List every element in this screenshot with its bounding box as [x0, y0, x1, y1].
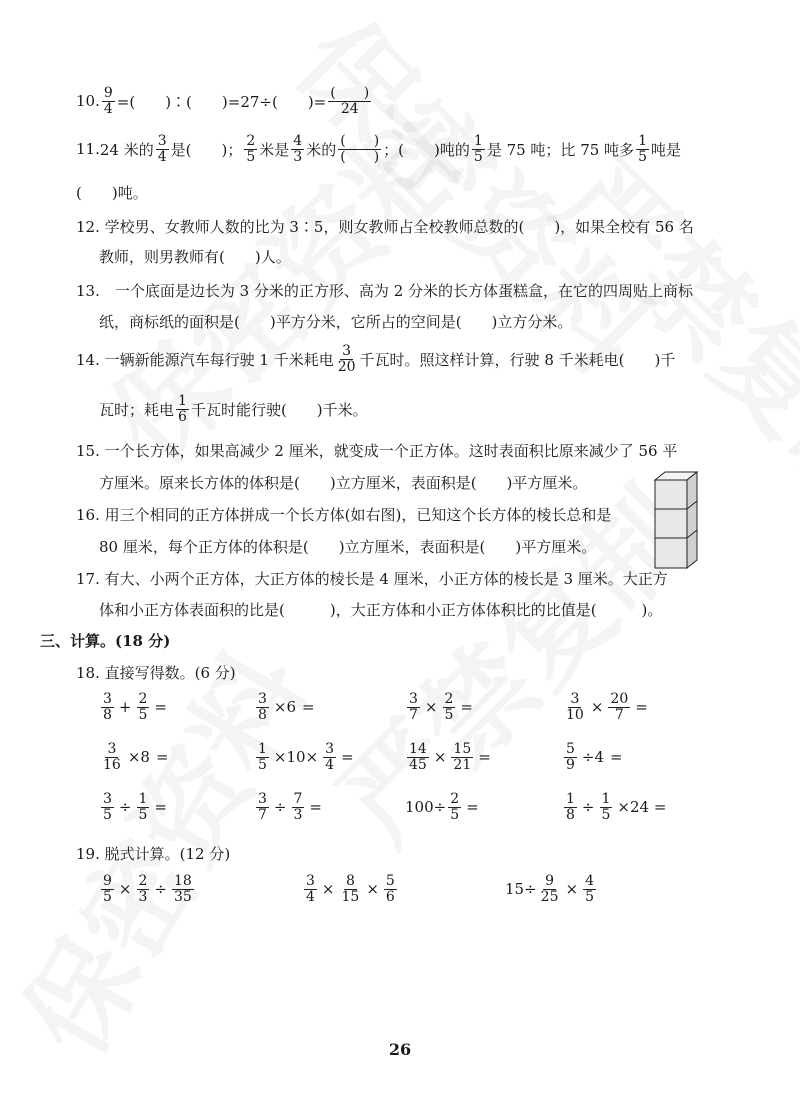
mental-math-item: $\frac{3}{5}$ ÷ $\frac{1}{5}$ = — [103, 791, 167, 823]
expression-3: 15÷ $\frac{9}{25}$ × $\frac{4}{5}$ — [505, 873, 594, 905]
question-16-line2: 80 厘米，每个正方体的体积是( )立方厘米，表面积是( )平方厘米。 — [99, 538, 597, 556]
mental-math-item: $\frac{3}{8}$ ×6 = — [258, 691, 315, 723]
fraction: $\frac{3}{5}$ — [103, 791, 112, 823]
page-number: 26 — [388, 1040, 412, 1059]
mental-math-item: $\frac{3}{7}$ × $\frac{2}{5}$ = — [409, 691, 473, 723]
fraction: $\frac{3}{20}$ — [337, 343, 356, 375]
fraction: $\frac{3}{7}$ — [258, 791, 267, 823]
fraction: $\frac{7}{3}$ — [293, 791, 303, 823]
fraction: $\frac{3}{8}$ — [258, 691, 267, 723]
question-14-line2: 瓦时；耗电 $\frac{1}{6}$ 千瓦时能行驶( )千米。 — [99, 393, 368, 425]
fraction: $\frac{1}{5}$ — [473, 133, 483, 165]
question-17: 17. 有大、小两个正方体，大正方体的棱长是 4 厘米，小正方体的棱长是 3 厘米。大正方 — [76, 570, 668, 588]
fraction: $\frac{1}{5}$ — [138, 791, 148, 823]
fraction: $\frac{1}{5}$ — [601, 791, 611, 823]
mental-math-item: $\frac{5}{9}$ ÷4 = — [566, 741, 623, 773]
fraction: $\frac{1}{5}$ — [258, 741, 267, 773]
question-15: 15. 一个长方体，如果高减少 2 厘米，就变成一个正方体。这时表面积比原来减少了 56 平 — [76, 442, 678, 460]
fraction: $\frac{1}{6}$ — [178, 393, 187, 425]
question-11-line2: ( )吨。 — [76, 184, 148, 202]
mental-math-item: $\frac{1}{5}$ ×10× $\frac{3}{4}$ = — [258, 741, 354, 773]
question-19-title: 19. 脱式计算。(12 分) — [76, 845, 231, 863]
question-13-line2: 纸，商标纸的面积是( )平方分米，它所占的空间是( )立方分米。 — [99, 313, 573, 331]
fraction: $\frac{3}{4}$ — [157, 133, 167, 165]
expression-1: $\frac{9}{5}$ × $\frac{2}{3}$ ÷ $\frac{18}{35}$ — [103, 873, 192, 905]
question-14: 14. 一辆新能源汽车每行驶 1 千米耗电 $\frac{3}{20}$ 千瓦时。照这样计算，行驶 8 千米耗电( )千 — [76, 343, 676, 375]
fraction: $\frac{4}{3}$ — [293, 133, 303, 165]
mental-math-item: $\frac{3}{10}$ × $\frac{20}{7}$ = — [566, 691, 648, 723]
question-13: 13. 一个底面是边长为 3 分米的正方形、高为 2 分米的长方体蛋糕盒，在它的四周贴上商标 — [76, 282, 694, 300]
question-11: 11. 24 米的 $\frac{3}{4}$ 是( )； $\frac{2}{5}$ 米是 $\frac{4}{3}$ 米的 $\frac{( )}{( )}$ ；( )吨的 $\frac{1}{5}$ 是 75 吨；比 75 吨多 $\frac{1}{5}$ 吨是 — [76, 133, 681, 165]
question-15-line2: 方厘米。原来长方体的体积是( )立方厘米，表面积是( )平方厘米。 — [99, 474, 588, 492]
question-16: 16. 用三个相同的正方体拼成一个长方体(如右图)，已知这个长方体的棱长总和是 — [76, 506, 612, 524]
fraction: $\frac{( )}{( )}$ — [340, 133, 380, 165]
fraction: $\frac{2}{5}$ — [450, 791, 460, 823]
fraction: $\frac{3}{16}$ — [103, 741, 121, 773]
question-18-title: 18. 直接写得数。(6 分) — [76, 664, 236, 682]
mental-math-item: $\frac{14}{45}$ × $\frac{15}{21}$ = — [409, 741, 491, 773]
fraction: $\frac{20}{7}$ — [610, 691, 629, 723]
mental-math-item: $\frac{3}{16}$ ×8 = — [103, 741, 169, 773]
fraction: $\frac{15}{21}$ — [453, 741, 472, 773]
cuboid-figure — [653, 470, 699, 570]
question-12-line2: 教师，则男教师有( )人。 — [99, 248, 291, 266]
fraction: $\frac{2}{5}$ — [444, 691, 454, 723]
fraction: $\frac{9}{4}$ — [103, 85, 113, 117]
mental-math-item: 100÷ $\frac{2}{5}$ = — [405, 791, 479, 823]
fraction: $\frac{3}{8}$ — [103, 691, 112, 723]
fraction: $\frac{3}{7}$ — [409, 691, 418, 723]
mental-math-item: $\frac{3}{8}$ + $\frac{2}{5}$ = — [103, 691, 167, 723]
expression-2: $\frac{3}{4}$ × $\frac{8}{15}$ × $\frac{5}{6}$ — [306, 873, 395, 905]
fraction: $\frac{1}{8}$ — [566, 791, 575, 823]
mental-math-item: $\frac{3}{7}$ ÷ $\frac{7}{3}$ = — [258, 791, 322, 823]
fraction: $\frac{3}{4}$ — [325, 741, 335, 773]
section-heading: 三、计算。(18 分) — [40, 632, 171, 650]
question-12: 12. 学校男、女教师人数的比为 3∶5，则女教师占全校教师总数的( )，如果全校有 56 名 — [76, 218, 694, 236]
fraction: $\frac{( )}{24}$ — [330, 85, 370, 117]
fraction: $\frac{2}{5}$ — [246, 133, 256, 165]
fraction: $\frac{3}{10}$ — [566, 691, 584, 723]
fraction: $\frac{2}{5}$ — [138, 691, 148, 723]
fraction: $\frac{5}{9}$ — [566, 741, 575, 773]
mental-math-item: $\frac{1}{8}$ ÷ $\frac{1}{5}$ ×24 = — [566, 791, 667, 823]
question-17-line2: 体和小正方体表面积的比是( )，大正方体和小正方体体积比的比值是( )。 — [99, 601, 663, 619]
question-10: 10. $\frac{9}{4}$ =( )∶( )=27÷( )= $\frac{( )}{24}$ — [76, 85, 370, 117]
fraction: $\frac{14}{45}$ — [409, 741, 427, 773]
watermark — [268, 0, 691, 403]
fraction: $\frac{1}{5}$ — [638, 133, 647, 165]
